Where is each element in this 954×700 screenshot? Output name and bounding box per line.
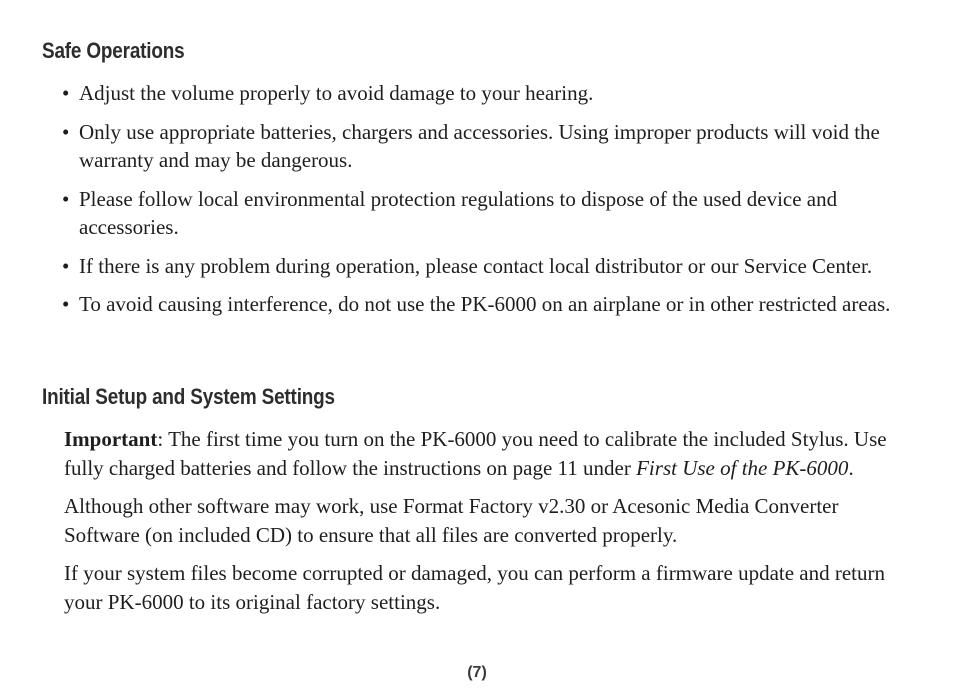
list-item-text: Only use appropriate batteries, chargers and accessories. Using improper products will void the warranty and may be dangerous. (79, 119, 880, 172)
bullet-icon: • (62, 186, 70, 211)
initial-setup-heading: Initial Setup and System Settings (42, 384, 335, 409)
safe-operations-heading: Safe Operations (42, 38, 185, 63)
important-paragraph (64, 425, 914, 482)
important-separator: : (157, 427, 169, 451)
list-item (62, 185, 912, 242)
list-item (62, 290, 912, 319)
list-item (62, 252, 912, 281)
firmware-paragraph: If your system files become corrupted or damaged, you can perform a firmware update and return your PK-6000 to its original factory settings. (64, 561, 886, 614)
list-item (62, 79, 912, 108)
software-paragraph: Although other software may work, use Format Factory v2.30 or Acesonic Media Converter Software (on included CD) to ensure that all files are converted properly. (64, 494, 839, 547)
bullet-icon: • (62, 119, 70, 144)
important-label: Important (64, 427, 158, 451)
list-item-text: Please follow local environmental protection regulations to dispose of the used device and accessories. (79, 186, 838, 239)
important-end: . (848, 455, 854, 480)
safe-operations-list (62, 79, 912, 329)
bullet-icon: • (62, 81, 70, 105)
bullet-icon: • (62, 253, 70, 278)
bullet-icon: • (62, 292, 70, 316)
page-reference: First Use of the PK-6000 (636, 455, 849, 480)
list-item-text: Adjust the volume properly to avoid damage to your hearing. (79, 81, 594, 105)
important-text: The first time you turn on the PK-6000 you need to calibrate the included Stylus. Use fully charged batteries and follow the instructions on page 11 under (64, 427, 887, 480)
list-item-text: If there is any problem during operation, please contact local distributor or our Service Center. (79, 253, 873, 278)
page-number: (7) (467, 664, 487, 681)
list-item (62, 118, 912, 175)
list-item-text: To avoid causing interference, do not use the PK-6000 on an airplane or in other restricted areas. (79, 292, 891, 316)
initial-setup-body (64, 425, 914, 626)
